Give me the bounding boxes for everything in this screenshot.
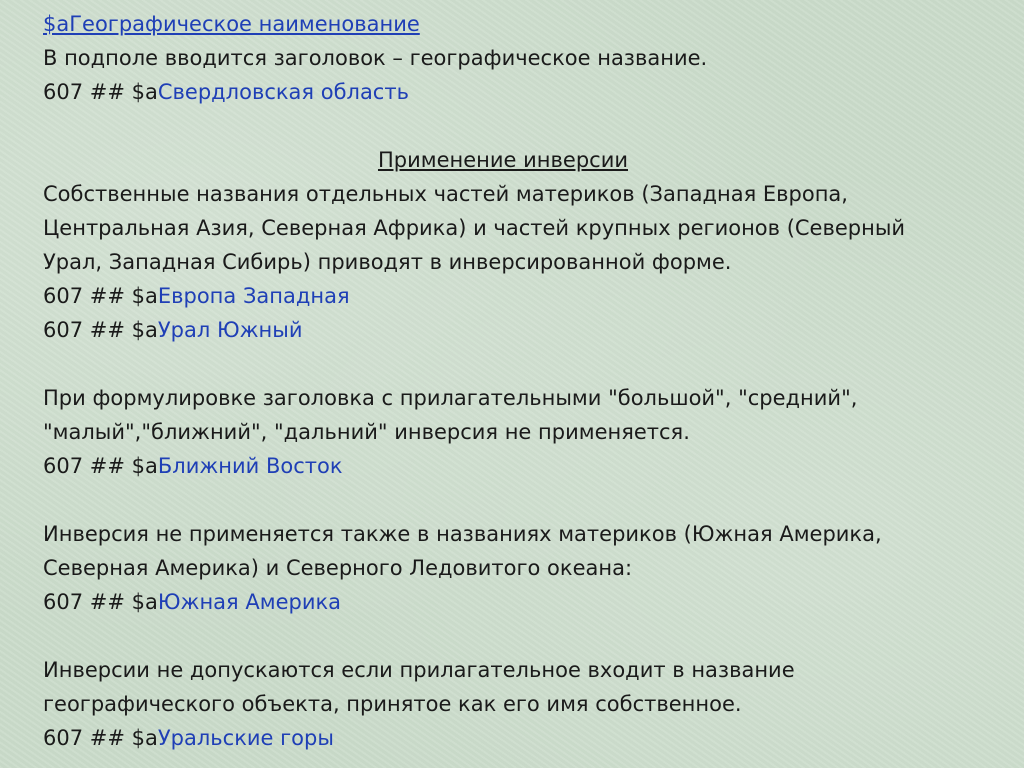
section-heading[interactable]: $aГеографическое наименование — [43, 12, 420, 36]
proper-name-text-line: Инверсии не допускаются если прилагательное входит в название — [43, 658, 795, 682]
proper-name-text-line: географического объекта, принятое как его имя собственное. — [43, 692, 742, 716]
inversion-text-line: Собственные названия отдельных частей материков (Западная Европа, — [43, 182, 848, 206]
intro-text: В подполе вводится заголовок – географическое название. — [43, 46, 708, 70]
adjective-text-line: "малый","ближний", "дальний" инверсия не применяется. — [43, 420, 690, 444]
continents-text-line: Инверсия не применяется также в названиях материков (Южная Америка, — [43, 522, 882, 546]
inversion-heading: Применение инверсии — [377, 148, 628, 172]
field-code: 607 ## $a — [43, 454, 158, 478]
example-line — [43, 721, 1003, 755]
slide-text-block — [43, 7, 1003, 755]
example-value: Европа Западная — [157, 284, 350, 308]
spacer — [43, 109, 1003, 143]
spacer — [43, 347, 1003, 381]
example-value: Урал Южный — [157, 318, 303, 342]
example-line — [43, 313, 1003, 347]
field-code: 607 ## $a — [43, 284, 158, 308]
example-value: Свердловская область — [157, 80, 409, 104]
example-value: Ближний Восток — [157, 454, 343, 478]
example-line — [43, 585, 1003, 619]
spacer — [43, 619, 1003, 653]
example-line — [43, 75, 1003, 109]
field-code: 607 ## $a — [43, 590, 158, 614]
field-code: 607 ## $a — [43, 726, 158, 750]
spacer — [43, 483, 1003, 517]
example-value: Уральские горы — [157, 726, 334, 750]
example-line — [43, 449, 1003, 483]
inversion-text-line: Центральная Азия, Северная Африка) и частей крупных регионов (Северный — [43, 216, 906, 240]
field-code: 607 ## $a — [43, 318, 158, 342]
inversion-text-line: Урал, Западная Сибирь) приводят в инверсированной форме. — [43, 250, 732, 274]
adjective-text-line: При формулировке заголовка с прилагательными "большой", "средний", — [43, 386, 858, 410]
example-value: Южная Америка — [157, 590, 342, 614]
continents-text-line: Северная Америка) и Северного Ледовитого океана: — [43, 556, 633, 580]
example-line — [43, 279, 1003, 313]
field-code: 607 ## $a — [43, 80, 158, 104]
